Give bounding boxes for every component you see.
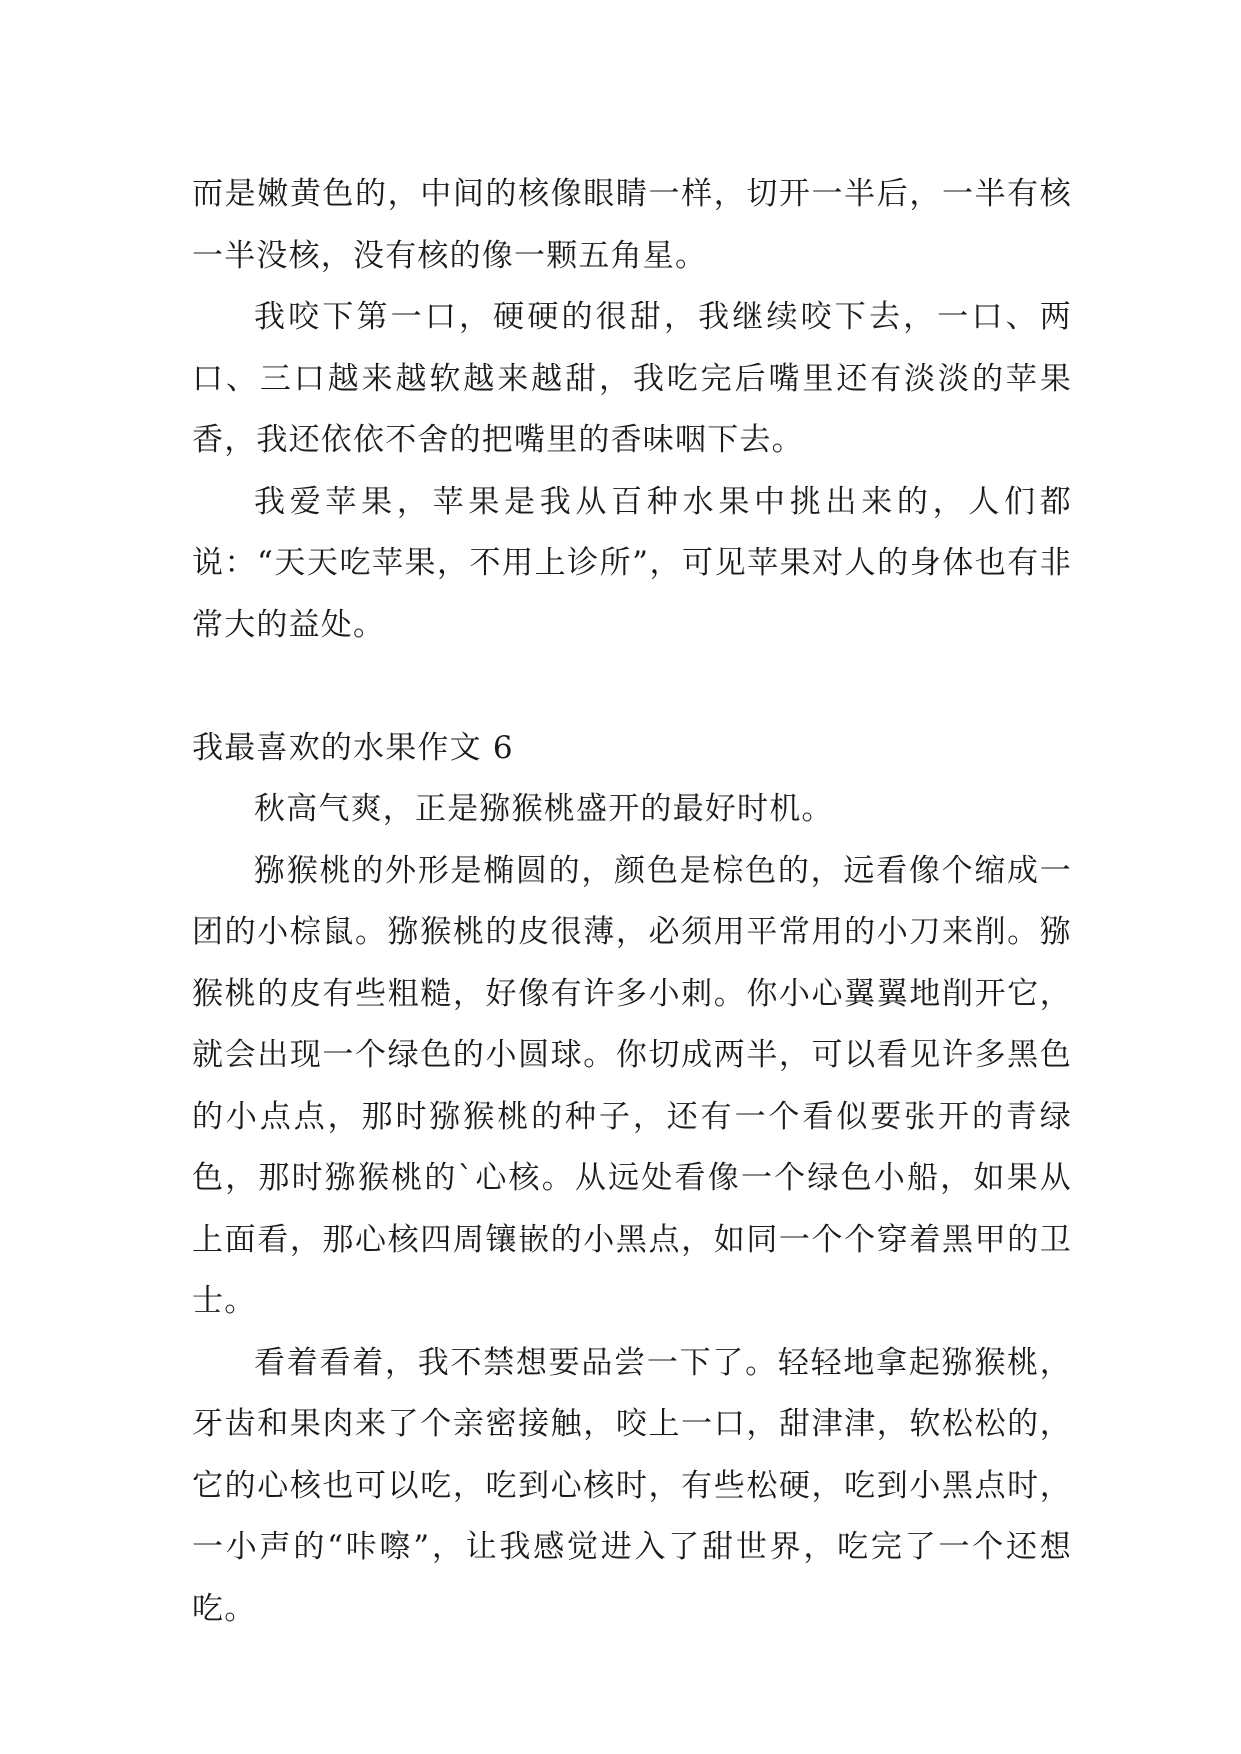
paragraph-first-bite: 我咬下第一口，硬硬的很甜，我继续咬下去，一口、两口、三口越来越软越来越甜，我吃完后嘴里还有淡淡的苹果香，我还依依不舍的把嘴里的香味咽下去。: [192, 299, 1072, 458]
section-spacer: [192, 656, 1072, 718]
paragraph-kiwi-description: 猕猴桃的外形是椭圆的，颜色是棕色的，远看像个缩成一团的小棕鼠。猕猴桃的皮很薄，必须用平常用的小刀来削。猕猴桃的皮有些粗糙，好像有许多小刺。你小心翼翼地削开它，就会出现一个绿色的小圆球。你切成两半，可以看见许多黑色的小点点，那时猕猴桃的种子，还有一个看似要张开的青绿色，那时猕猴桃的`心核。从远处看像一个绿色小船，如果从上面看，那心核四周镶嵌的小黑点，如同一个个穿着黑甲的卫士。: [192, 852, 1072, 1319]
continued-paragraph: 而是嫩黄色的，中间的核像眼睛一样，切开一半后，一半有核一半没核，没有核的像一颗五角星。: [192, 176, 1072, 274]
paragraph-love-apple: 我爱苹果，苹果是我从百种水果中挑出来的，人们都说：“天天吃苹果，不用上诊所”，可见苹果对人的身体也有非常大的益处。: [192, 483, 1072, 643]
paragraph-kiwi-taste: 看着看着，我不禁想要品尝一下了。轻轻地拿起猕猴桃，牙齿和果肉来了个亲密接触，咬上一口，甜津津，软松松的，它的心核也可以吃，吃到心核时，有些松硬，吃到小黑点时，一小声的“咔嚓”，让我感觉进入了甜世界，吃完了一个还想吃。: [192, 1344, 1072, 1627]
section-title: 我最喜欢的水果作文 6: [192, 729, 514, 766]
paragraph-autumn: 秋高气爽，正是猕猴桃盛开的最好时机。: [254, 791, 834, 827]
document-body: [192, 164, 1072, 1640]
